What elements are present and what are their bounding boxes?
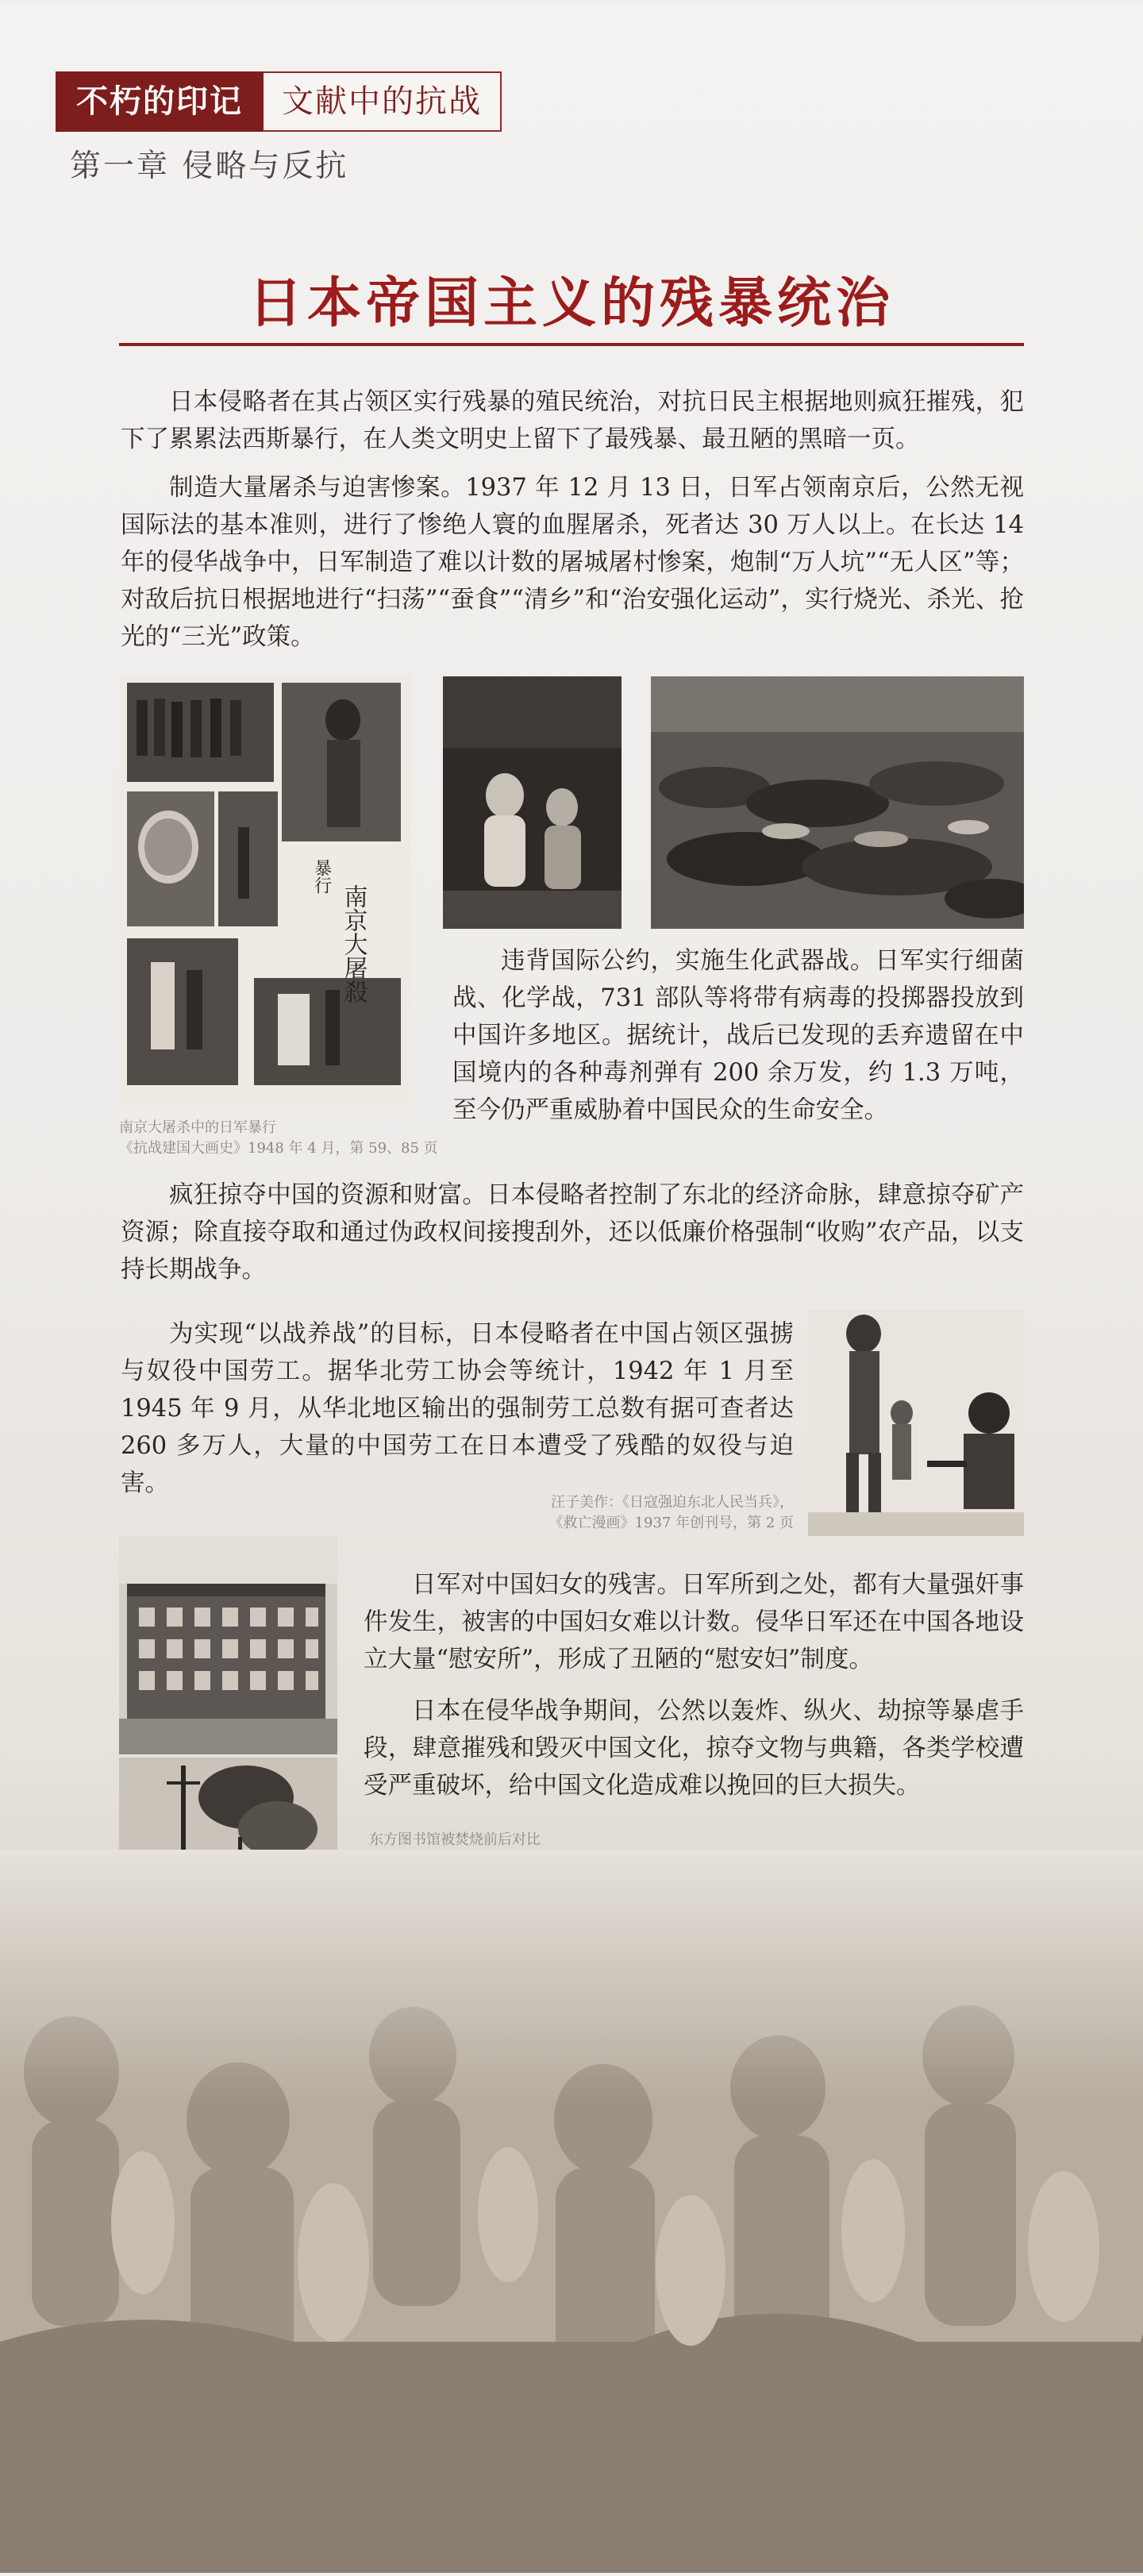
library-before-photo (119, 1536, 337, 1754)
title-divider (119, 343, 1024, 346)
massacre-bodies-photo (651, 676, 1024, 929)
library-caption-line1: 东方图书馆被焚烧前后对比 (369, 1831, 541, 1848)
collage-title-text: 南京大屠殺 (339, 884, 368, 1003)
collage-subtitle-text: 暴行 (311, 859, 332, 894)
nanjing-caption-line1: 南京大屠杀中的日军暴行 (119, 1119, 276, 1136)
nanjing-collage-image (119, 676, 411, 1105)
subseries-tag: 文献中的抗战 (264, 71, 502, 132)
massacre-paragraph: 制造大量屠杀与迫害惨案。1937 年 12 月 13 日，日军占领南京后，公然无视国际法的基本准则，进行了惨绝人寰的血腥屠杀，死者达 30 万人以上。在长达 14 年的侵华战争中，日军制造了难以计数的屠城屠村惨案，炮制“万人坑”“无人区”等；对敌后抗日根据地进行“扫荡”“蚕食”“清乡”和“治安强化运动”，实行烧光、杀光、抢光的“三光”政策。 (121, 474, 1024, 651)
nanjing-caption-line2: 《抗战建国大画史》1948 年 4 月，第 59、85 页 (119, 1140, 438, 1157)
series-tag: 不朽的印记 (56, 71, 264, 132)
labor-paragraph: 为实现“以战养战”的目标，日本侵略者在中国占领区强掳与奴役中国劳工。据华北劳工协会等统计，1942 年 1 月至 1945 年 9 月，从华北地区输出的强制劳工总数有据可查者达 260 多万人，大量的中国劳工在日本遭受了残酷的奴役与迫害。 (121, 1320, 794, 1497)
women-paragraph: 日军对中国妇女的残害。日军所到之处，都有大量强奸事件发生，被害的中国妇女难以计数。侵华日军还在中国各地设立大量“慰安所”，形成了丑陋的“慰安妇”制度。 (364, 1571, 1024, 1673)
biochem-paragraph: 违背国际公约，实施生化武器战。日军实行细菌战、化学战，731 部队等将带有病毒的投掷器投放到中国许多地区。据统计，战后已发现的丢弃遗留在中国境内的各种毒剂弹有 200 余万发，约 1.3 万吨，至今仍严重威胁着中国民众的生命安全。 (452, 947, 1024, 1124)
plunder-paragraph: 疯狂掠夺中国的资源和财富。日本侵略者控制了东北的经济命脉，肆意掠夺矿产资源；除直接夺取和通过伪政权间接搜刮外，还以低廉价格强制“收购”农产品，以支持长期战争。 (121, 1181, 1024, 1284)
cartoon-caption (508, 1492, 794, 1534)
forced-labor-cartoon-image (808, 1310, 1024, 1536)
child-victims-photo (443, 676, 622, 929)
cartoon-caption-line2: 《救亡漫画》1937 年创刊号，第 2 页 (548, 1515, 794, 1531)
page-title: 日本帝国主义的残暴统治 (248, 271, 895, 335)
cartoon-caption-line1: 汪子美作：《日寇强迫东北人民当兵》， (551, 1494, 794, 1511)
chapter-heading: 第一章 侵略与反抗 (70, 148, 349, 184)
intro-paragraph: 日本侵略者在其占领区实行残暴的殖民统治，对抗日民主根据地则疯狂摧残，犯下了累累法西斯暴行，在人类文明史上留下了最残暴、最丑陋的黑暗一页。 (121, 388, 1024, 453)
relief-sculpture-background (0, 1850, 1143, 2573)
nanjing-caption (119, 1118, 452, 1159)
culture-paragraph: 日本在侵华战争期间，公然以轰炸、纵火、劫掠等暴虐手段，肆意摧残和毁灭中国文化，掠夺文物与典籍，各类学校遭受严重破坏，给中国文化造成难以挽回的巨大损失。 (364, 1697, 1024, 1800)
